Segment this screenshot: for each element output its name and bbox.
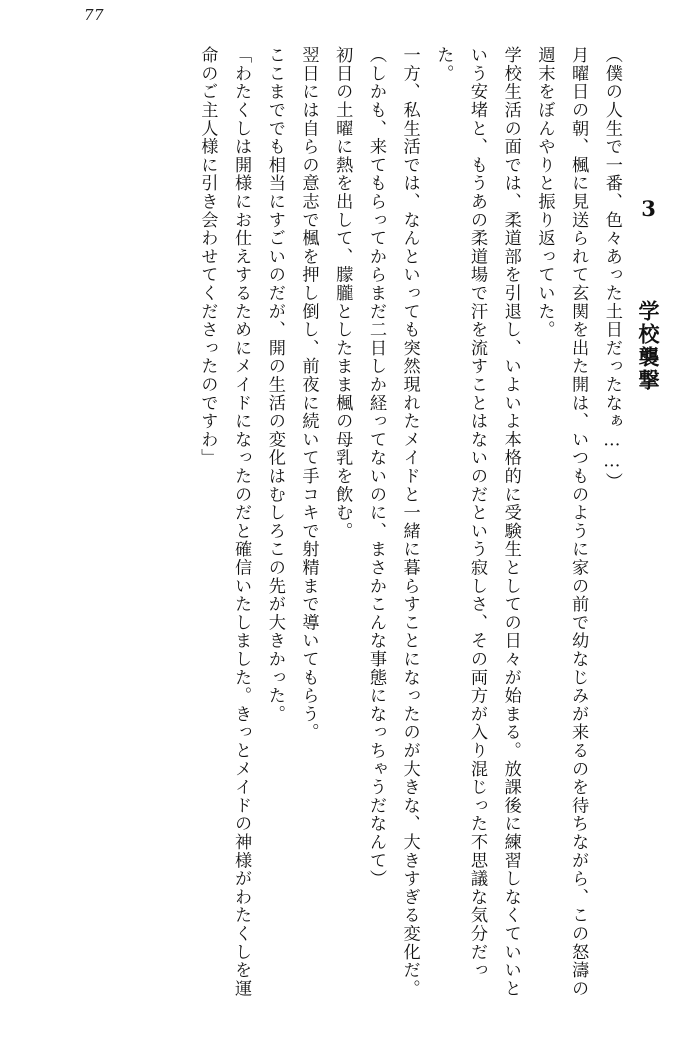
paragraph: 翌日には自らの意志で楓を押し倒し、前夜に続いて手コキで射精まで導いてもらう。: [298, 46, 319, 742]
chapter-spacer: [636, 250, 661, 273]
chapter-heading: [628, 46, 669, 1014]
chapter-title: 学校襲撃: [636, 300, 661, 392]
paragraph: ここまででも相当にすごいのだが、開の生活の変化はむしろこの先が大きかった。: [264, 46, 285, 724]
paragraph: 「わたくしは開様にお仕えするためにメイドになったのだと確信いたしました。きっとメイドの神様がわたくしを運命のご主人様に引き会わせてくださったのですわ」: [197, 46, 252, 998]
paragraph: 月曜日の朝、楓に見送られて玄関を出た開は、いつものように家の前で幼なじみが来るのを待ちながら、この怒濤の週末をぼんやりと振り返っていた。: [534, 46, 589, 998]
paragraph: 初日の土曜に熱を出して、朦朧としたまま楓の母乳を飲む。: [332, 46, 353, 541]
page-number: 77: [84, 6, 105, 24]
page-body-text: [28, 46, 669, 1014]
paragraph: 一方、私生活では、なんといっても突然現れたメイドと一緒に暮らすことになったのが大きな、大きすぎる変化だ。: [399, 46, 420, 998]
chapter-number: 3: [636, 196, 661, 223]
paragraph: （しかも、来てもらってからまだ二日しか経ってないのに、まさかこんな事態になっちゃうだなんて）: [365, 46, 386, 888]
paragraph: （僕の人生で一番、色々あった土日だったなぁ……）: [601, 46, 622, 491]
paragraph: 学校生活の面では、柔道部を引退し、いよいよ本格的に受験生としての日々が始まる。放課後に練習しなくていいという安堵と、もうあの柔道場で汗を流すことはないのだという寂しさ、その両方が入り混じった不思議な気分だった。: [433, 46, 521, 998]
